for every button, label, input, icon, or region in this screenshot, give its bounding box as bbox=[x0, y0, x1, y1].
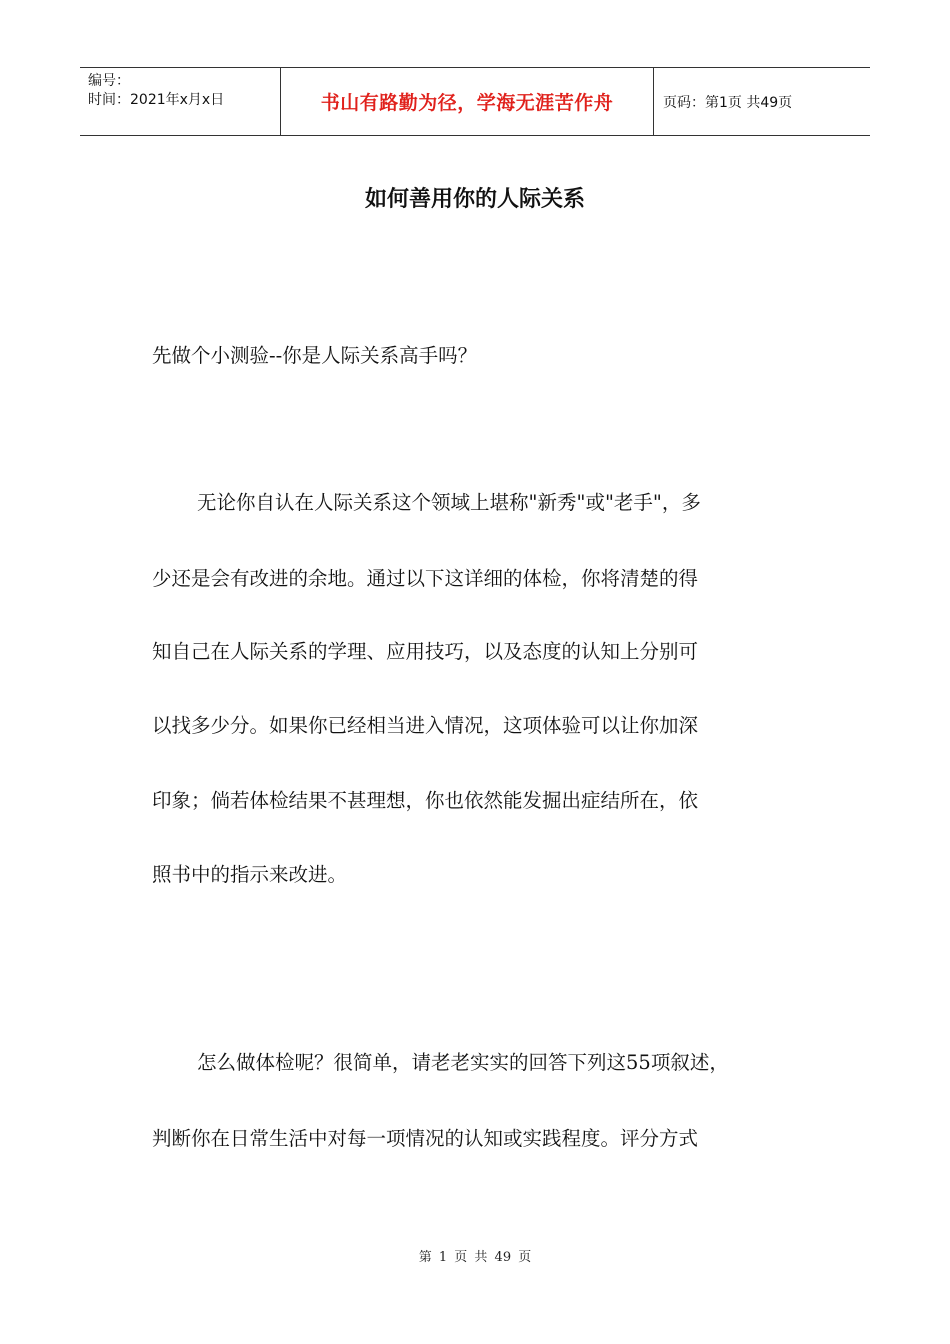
header-table bbox=[80, 67, 870, 136]
header-meta-cell bbox=[80, 68, 281, 135]
paragraph-2-line: 怎么做体检呢？很简单，请老老实实的回答下列这55项叙述， bbox=[197, 1051, 729, 1074]
paragraph-1-line: 照书中的指示来改进。 bbox=[152, 863, 348, 886]
paragraph-1-line: 以找多少分。如果你已经相当进入情况，这项体验可以让你加深 bbox=[152, 714, 699, 737]
paragraph-1-line: 知自己在人际关系的学理、应用技巧，以及态度的认知上分别可 bbox=[152, 640, 699, 663]
document-title: 如何善用你的人际关系 bbox=[364, 186, 585, 212]
paragraph-1-line: 无论你自认在人际关系这个领域上堪称"新秀"或"老手"，多 bbox=[197, 491, 701, 514]
header-page-cell bbox=[654, 68, 870, 135]
header-page-info: 页码：第1页 共49页 bbox=[663, 94, 793, 111]
document-number-label: 编号： bbox=[88, 73, 130, 89]
intro-line: 先做个小测验--你是人际关系高手吗？ bbox=[152, 344, 478, 367]
paragraph-1-line: 印象；倘若体检结果不甚理想，你也依然能发掘出症结所在，依 bbox=[152, 789, 699, 812]
paragraph-1-line: 少还是会有改进的余地。通过以下这详细的体检，你将清楚的得 bbox=[152, 567, 699, 590]
paragraph-2-line: 判断你在日常生活中对每一项情况的认知或实践程度。评分方式 bbox=[152, 1127, 699, 1150]
document-time-label: 时间：2021年x月x日 bbox=[88, 92, 225, 108]
header-motto: 书山有路勤为径，学海无涯苦作舟 bbox=[320, 92, 614, 114]
header-motto-cell bbox=[281, 68, 654, 135]
page-footer: 第 1 页 共 49 页 bbox=[418, 1250, 532, 1265]
